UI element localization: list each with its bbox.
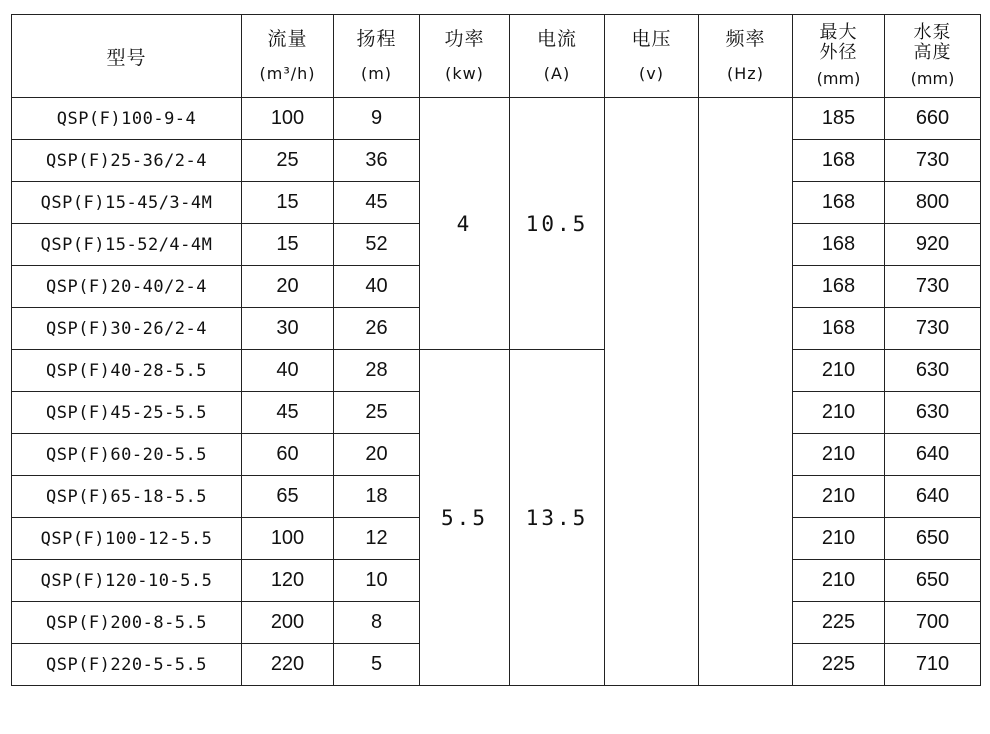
head-cell: 25 bbox=[334, 392, 420, 434]
model-cell: QSP(F)40-28-5.5 bbox=[12, 350, 242, 392]
head-cell: 26 bbox=[334, 308, 420, 350]
table-row bbox=[12, 98, 981, 140]
diameter-cell: 210 bbox=[793, 476, 885, 518]
model-cell: QSP(F)20-40/2-4 bbox=[12, 266, 242, 308]
diameter-cell: 168 bbox=[793, 308, 885, 350]
header-diameter: 最大 外径 (mm) bbox=[793, 15, 885, 98]
model-cell: QSP(F)30-26/2-4 bbox=[12, 308, 242, 350]
model-cell: QSP(F)200-8-5.5 bbox=[12, 602, 242, 644]
diameter-cell: 225 bbox=[793, 644, 885, 686]
current-cell-group-2: 13.5 bbox=[510, 350, 605, 686]
flow-cell: 20 bbox=[242, 266, 334, 308]
diameter-cell: 168 bbox=[793, 266, 885, 308]
model-cell: QSP(F)100-9-4 bbox=[12, 98, 242, 140]
table-body bbox=[12, 98, 981, 686]
head-cell: 52 bbox=[334, 224, 420, 266]
flow-cell: 120 bbox=[242, 560, 334, 602]
height-cell: 700 bbox=[885, 602, 981, 644]
table-row bbox=[12, 350, 981, 392]
model-cell: QSP(F)45-25-5.5 bbox=[12, 392, 242, 434]
model-cell: QSP(F)65-18-5.5 bbox=[12, 476, 242, 518]
header-current: 电流 (A) bbox=[510, 15, 605, 98]
model-cell: QSP(F)100-12-5.5 bbox=[12, 518, 242, 560]
diameter-cell: 168 bbox=[793, 224, 885, 266]
height-cell: 630 bbox=[885, 350, 981, 392]
diameter-cell: 168 bbox=[793, 182, 885, 224]
header-row bbox=[12, 15, 981, 98]
flow-cell: 200 bbox=[242, 602, 334, 644]
height-cell: 730 bbox=[885, 140, 981, 182]
head-cell: 8 bbox=[334, 602, 420, 644]
flow-cell: 100 bbox=[242, 518, 334, 560]
flow-cell: 30 bbox=[242, 308, 334, 350]
model-cell: QSP(F)15-45/3-4M bbox=[12, 182, 242, 224]
height-cell: 650 bbox=[885, 560, 981, 602]
diameter-cell: 210 bbox=[793, 518, 885, 560]
head-cell: 28 bbox=[334, 350, 420, 392]
pump-spec-table bbox=[11, 14, 981, 686]
flow-cell: 15 bbox=[242, 224, 334, 266]
height-cell: 730 bbox=[885, 308, 981, 350]
head-cell: 5 bbox=[334, 644, 420, 686]
head-cell: 45 bbox=[334, 182, 420, 224]
header-power: 功率 (kw) bbox=[420, 15, 510, 98]
head-cell: 18 bbox=[334, 476, 420, 518]
diameter-cell: 210 bbox=[793, 392, 885, 434]
model-cell: QSP(F)120-10-5.5 bbox=[12, 560, 242, 602]
model-cell: QSP(F)60-20-5.5 bbox=[12, 434, 242, 476]
height-cell: 630 bbox=[885, 392, 981, 434]
flow-cell: 220 bbox=[242, 644, 334, 686]
head-cell: 9 bbox=[334, 98, 420, 140]
header-flow: 流量 (m³/h) bbox=[242, 15, 334, 98]
model-cell: QSP(F)220-5-5.5 bbox=[12, 644, 242, 686]
diameter-cell: 185 bbox=[793, 98, 885, 140]
current-cell-group-1: 10.5 bbox=[510, 98, 605, 350]
model-cell: QSP(F)25-36/2-4 bbox=[12, 140, 242, 182]
header-head: 扬程 (m) bbox=[334, 15, 420, 98]
height-cell: 800 bbox=[885, 182, 981, 224]
header-model: 型号 bbox=[12, 15, 242, 98]
flow-cell: 15 bbox=[242, 182, 334, 224]
flow-cell: 40 bbox=[242, 350, 334, 392]
head-cell: 12 bbox=[334, 518, 420, 560]
power-cell-group-1: 4 bbox=[420, 98, 510, 350]
frequency-cell bbox=[699, 98, 793, 686]
head-cell: 36 bbox=[334, 140, 420, 182]
height-cell: 640 bbox=[885, 434, 981, 476]
height-cell: 650 bbox=[885, 518, 981, 560]
voltage-cell bbox=[605, 98, 699, 686]
head-cell: 10 bbox=[334, 560, 420, 602]
flow-cell: 100 bbox=[242, 98, 334, 140]
diameter-cell: 210 bbox=[793, 350, 885, 392]
flow-cell: 25 bbox=[242, 140, 334, 182]
height-cell: 730 bbox=[885, 266, 981, 308]
flow-cell: 65 bbox=[242, 476, 334, 518]
flow-cell: 60 bbox=[242, 434, 334, 476]
head-cell: 20 bbox=[334, 434, 420, 476]
power-cell-group-2: 5.5 bbox=[420, 350, 510, 686]
head-cell: 40 bbox=[334, 266, 420, 308]
height-cell: 920 bbox=[885, 224, 981, 266]
diameter-cell: 210 bbox=[793, 434, 885, 476]
model-cell: QSP(F)15-52/4-4M bbox=[12, 224, 242, 266]
height-cell: 660 bbox=[885, 98, 981, 140]
height-cell: 710 bbox=[885, 644, 981, 686]
height-cell: 640 bbox=[885, 476, 981, 518]
diameter-cell: 210 bbox=[793, 560, 885, 602]
header-frequency: 频率 (Hz) bbox=[699, 15, 793, 98]
header-height: 水泵 高度 (mm) bbox=[885, 15, 981, 98]
diameter-cell: 225 bbox=[793, 602, 885, 644]
flow-cell: 45 bbox=[242, 392, 334, 434]
diameter-cell: 168 bbox=[793, 140, 885, 182]
header-voltage: 电压 (v) bbox=[605, 15, 699, 98]
